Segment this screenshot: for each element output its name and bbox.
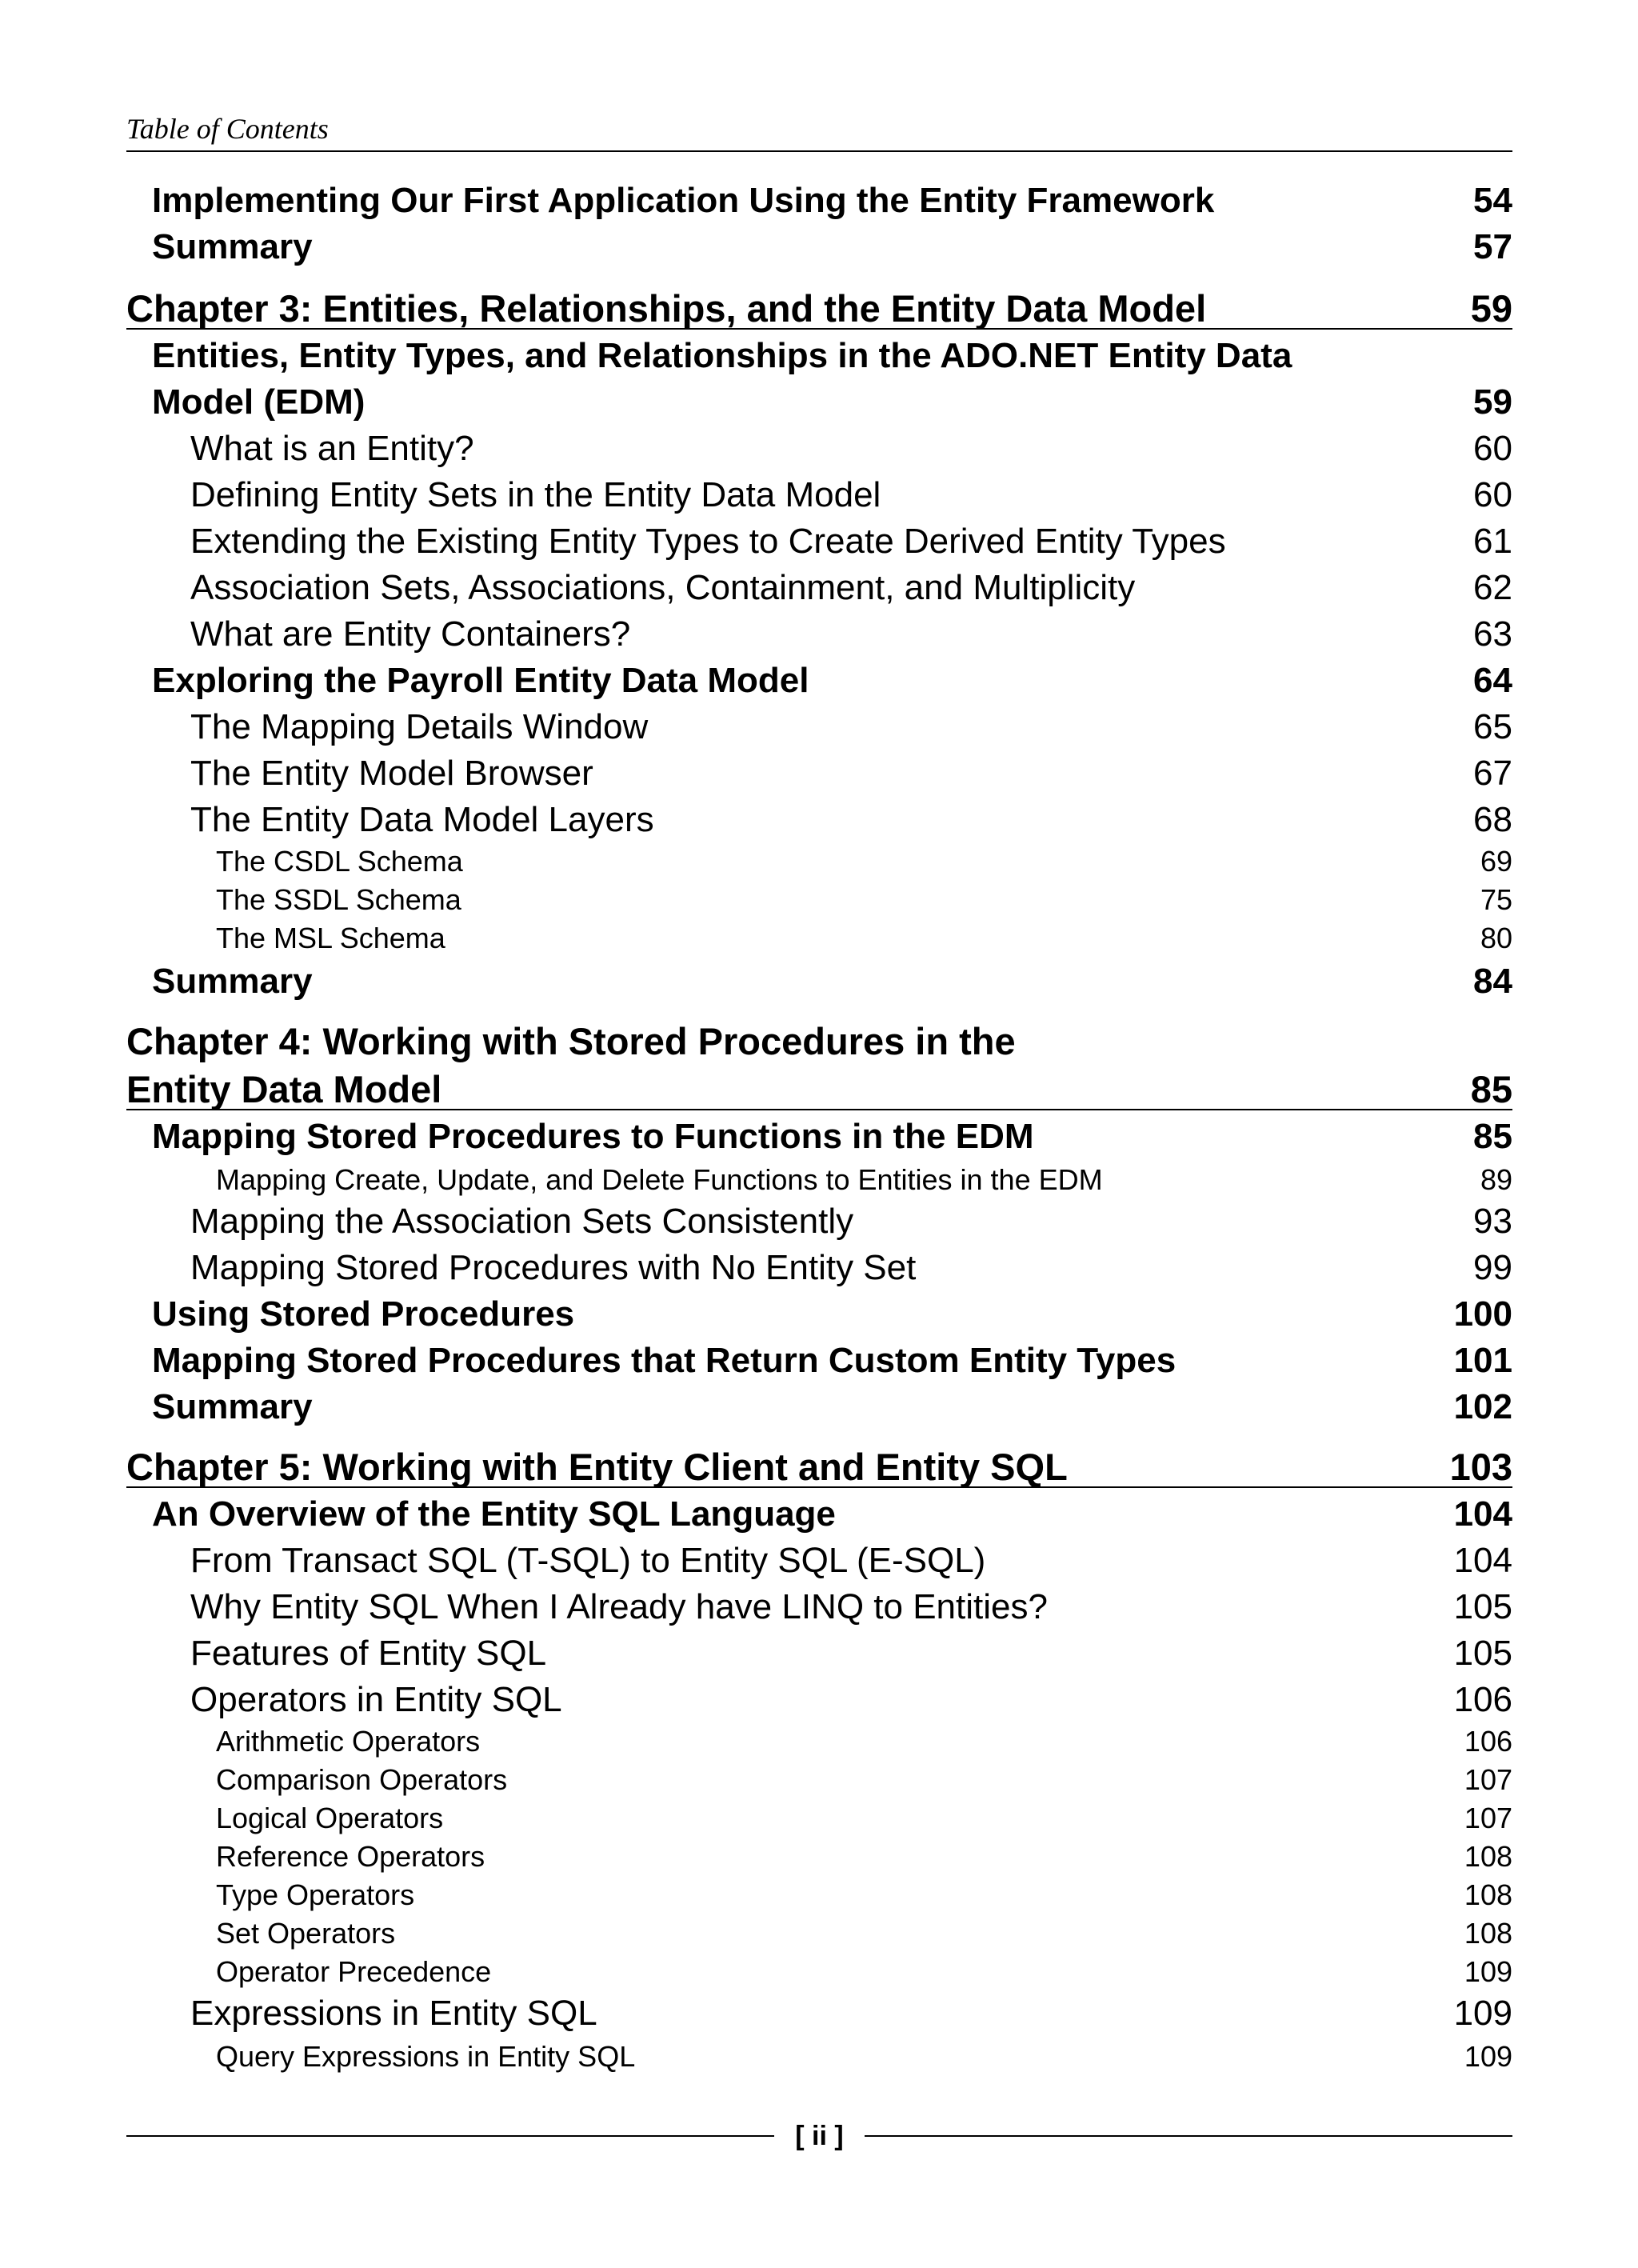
toc-entry-section[interactable] (126, 661, 1512, 701)
toc-entry-title: Using Stored Procedures (152, 1294, 575, 1334)
toc-entry-title: An Overview of the Entity SQL Language (152, 1494, 836, 1534)
footer-rule-right (865, 2135, 1512, 2137)
header-title: Table of Contents (126, 113, 329, 145)
toc-entry-section[interactable] (126, 1494, 1512, 1534)
toc-entry-subsection[interactable] (126, 1248, 1512, 1288)
toc-entry-chapter[interactable] (126, 286, 1512, 330)
toc-entry-page: 85 (1473, 1117, 1512, 1156)
toc-entry-page: 106 (1453, 1680, 1512, 1719)
toc-entry-title: Entities, Entity Types, and Relationships in the ADO.NET Entity Data (152, 336, 1292, 375)
toc-entry-page: 107 (1464, 1802, 1512, 1834)
toc-entry-minor[interactable] (126, 1163, 1512, 1197)
toc-entry-page: 93 (1473, 1202, 1512, 1241)
toc-entry-title: The SSDL Schema (216, 883, 461, 916)
toc-entry-page: 60 (1473, 475, 1512, 514)
toc-entry-section[interactable] (126, 1341, 1512, 1381)
toc-entry-page: 108 (1464, 1917, 1512, 1950)
toc-entry-page: 64 (1473, 661, 1512, 700)
toc-entry-minor[interactable] (126, 1763, 1512, 1797)
toc-entry-title: Why Entity SQL When I Already have LINQ to Entities? (190, 1587, 1048, 1626)
toc-entry-minor[interactable] (126, 1840, 1512, 1874)
toc-entry-page: 108 (1464, 1840, 1512, 1873)
toc-entry-title: Chapter 4: Working with Stored Procedures in the (126, 1020, 1016, 1062)
toc-entry-page: 68 (1473, 800, 1512, 839)
toc-entry-minor[interactable] (126, 1725, 1512, 1758)
toc-entry-page: 59 (1473, 382, 1512, 422)
toc-entry-title: The Mapping Details Window (190, 707, 649, 746)
toc-entry-minor[interactable] (126, 845, 1512, 878)
footer-rule-left (126, 2135, 774, 2137)
toc-entry-page: 109 (1464, 2040, 1512, 2073)
toc-entry-title: Expressions in Entity SQL (190, 1994, 597, 2033)
toc-entry-section[interactable] (126, 227, 1512, 267)
toc-entry-page: 54 (1473, 181, 1512, 220)
toc-entry-title: Mapping Stored Procedures with No Entity Set (190, 1248, 917, 1287)
toc-entry-title: From Transact SQL (T-SQL) to Entity SQL (E-SQL) (190, 1541, 986, 1580)
toc-entry-title: Summary (152, 227, 313, 266)
toc-entry-page: 63 (1473, 614, 1512, 654)
toc-entry-page: 103 (1449, 1446, 1512, 1488)
toc-entry-title: Summary (152, 962, 313, 1001)
toc-entry-page: 107 (1464, 1763, 1512, 1796)
toc-entry-page: 69 (1480, 845, 1512, 878)
toc-entry-subsection[interactable] (126, 568, 1512, 608)
toc-entry-title: Reference Operators (216, 1840, 485, 1873)
toc-entry-title: The CSDL Schema (216, 845, 463, 878)
toc-entry-page: 100 (1453, 1294, 1512, 1334)
toc-entry-section[interactable] (126, 336, 1512, 376)
toc-entry-page: 104 (1453, 1541, 1512, 1580)
toc-entry-subsection[interactable] (126, 707, 1512, 747)
toc-entry-title: Mapping Create, Update, and Delete Functions to Entities in the EDM (216, 1163, 1103, 1196)
toc-entry-page: 75 (1480, 883, 1512, 916)
toc-entry-subsection[interactable] (126, 1994, 1512, 2034)
toc-entry-subsection[interactable] (126, 614, 1512, 654)
toc-entry-subsection[interactable] (126, 1634, 1512, 1674)
toc-entry-page: 59 (1470, 287, 1512, 330)
toc-entry-title: Mapping the Association Sets Consistently (190, 1202, 854, 1241)
toc-entry-page: 108 (1464, 1878, 1512, 1911)
toc-entry-chapter[interactable] (126, 1445, 1512, 1488)
toc-entry-section[interactable] (126, 1294, 1512, 1334)
toc-entry-title: Mapping Stored Procedures that Return Custom Entity Types (152, 1341, 1177, 1380)
toc-entry-minor[interactable] (126, 1955, 1512, 1989)
toc-entry-title: Chapter 5: Working with Entity Client and Entity SQL (126, 1446, 1068, 1488)
toc-entry-subsection[interactable] (126, 1587, 1512, 1627)
toc-entry-chapter-continuation[interactable] (126, 1067, 1512, 1110)
toc-entry-title: Operators in Entity SQL (190, 1680, 562, 1719)
toc-entry-minor[interactable] (126, 1878, 1512, 1912)
page-number: [ ii ] (795, 2120, 844, 2151)
toc-entry-title: Chapter 3: Entities, Relationships, and the Entity Data Model (126, 287, 1207, 330)
toc-entry-subsection[interactable] (126, 800, 1512, 840)
toc-entry-minor[interactable] (126, 922, 1512, 955)
toc-entry-page: 61 (1473, 522, 1512, 561)
toc-entry-page: 106 (1464, 1725, 1512, 1758)
toc-entry-subsection[interactable] (126, 1680, 1512, 1720)
toc-entry-title: Extending the Existing Entity Types to Create Derived Entity Types (190, 522, 1226, 561)
toc-entry-title: Query Expressions in Entity SQL (216, 2040, 636, 2073)
toc-entry-subsection[interactable] (126, 475, 1512, 515)
toc-entry-page: 57 (1473, 227, 1512, 266)
toc-entry-section[interactable] (126, 962, 1512, 1002)
toc-entry-title: What are Entity Containers? (190, 614, 631, 654)
toc-entry-title: Operator Precedence (216, 1955, 492, 1988)
toc-entry-subsection[interactable] (126, 429, 1512, 469)
toc-entry-title: The Entity Model Browser (190, 754, 593, 793)
toc-entry-page: 101 (1453, 1341, 1512, 1380)
toc-entry-title: Model (EDM) (152, 382, 366, 422)
toc-entry-page: 109 (1453, 1994, 1512, 2033)
toc-entry-page: 109 (1464, 1955, 1512, 1988)
toc-entry-minor[interactable] (126, 1917, 1512, 1950)
toc-entry-section[interactable] (126, 1117, 1512, 1157)
toc-entry-title: Implementing Our First Application Using the Entity Framework (152, 181, 1215, 220)
toc-entry-title: The Entity Data Model Layers (190, 800, 654, 839)
toc-entry-page: 105 (1453, 1634, 1512, 1673)
toc-entry-page: 60 (1473, 429, 1512, 468)
toc-entry-title: Arithmetic Operators (216, 1725, 481, 1758)
toc-entry-subsection[interactable] (126, 754, 1512, 794)
toc-entry-title: The MSL Schema (216, 922, 445, 954)
toc-entry-page: 99 (1473, 1248, 1512, 1287)
toc-entry-title: What is an Entity? (190, 429, 474, 468)
toc-entry-title: Association Sets, Associations, Containment, and Multiplicity (190, 568, 1136, 607)
toc-entry-title: Logical Operators (216, 1802, 444, 1834)
toc-entry-section[interactable] (126, 181, 1512, 221)
toc-entry-page: 84 (1473, 962, 1512, 1001)
toc-entry-title: Mapping Stored Procedures to Functions in the EDM (152, 1117, 1034, 1156)
toc-entry-page: 65 (1473, 707, 1512, 746)
toc-entry-title: Type Operators (216, 1878, 415, 1911)
toc-entry-section[interactable] (126, 1387, 1512, 1427)
toc-entry-subsection[interactable] (126, 522, 1512, 562)
toc-entry-title: Entity Data Model (126, 1068, 442, 1110)
toc-entry-title: Summary (152, 1387, 313, 1426)
toc-entry-minor[interactable] (126, 1802, 1512, 1835)
toc-entry-page: 85 (1470, 1068, 1512, 1110)
toc-entry-title: Defining Entity Sets in the Entity Data Model (190, 475, 881, 514)
toc-entry-subsection[interactable] (126, 1541, 1512, 1581)
toc-entry-subsection[interactable] (126, 1202, 1512, 1242)
toc-entry-minor[interactable] (126, 2040, 1512, 2074)
toc-entry-page: 104 (1453, 1494, 1512, 1534)
toc-entry-title: Exploring the Payroll Entity Data Model (152, 661, 809, 700)
page-footer (126, 2120, 1512, 2152)
toc-entry-page: 62 (1473, 568, 1512, 607)
toc-entry-title: Set Operators (216, 1917, 396, 1950)
toc-entry-chapter[interactable] (126, 1019, 1512, 1063)
toc-entry-page: 102 (1453, 1387, 1512, 1426)
toc-entry-minor[interactable] (126, 883, 1512, 917)
toc-entry-page: 89 (1480, 1163, 1512, 1196)
toc-entry-section-continuation[interactable] (126, 382, 1512, 422)
toc-entry-page: 67 (1473, 754, 1512, 793)
toc-entry-title: Comparison Operators (216, 1763, 508, 1796)
toc-entry-page: 80 (1480, 922, 1512, 954)
toc-entry-title: Features of Entity SQL (190, 1634, 547, 1673)
toc-entry-page: 105 (1453, 1587, 1512, 1626)
